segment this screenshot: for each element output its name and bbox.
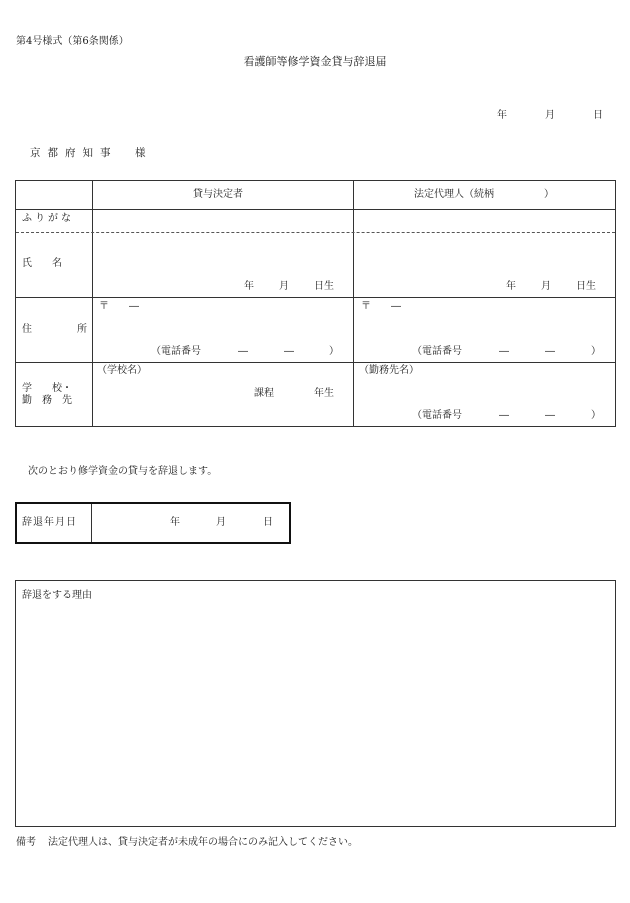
form-number: 第4号様式（第6条関係） [16,36,129,47]
remarks-label: 備考 [16,837,36,848]
guardian-phone-close: ） [591,346,601,357]
workplace-phone-dash-2: ― [545,410,555,421]
workplace-phone-close: ） [591,410,601,421]
table-divider-center [353,181,354,426]
withdrawal-date-divider [91,504,92,542]
borrower-phone-close: ） [329,346,339,357]
withdrawal-date-year: 年 [170,517,180,528]
row-label-school-2: 勤 務 先 [22,395,72,406]
borrower-postal-mark: 〒 ― [99,301,139,312]
header-month-label: 月 [545,110,555,121]
remarks-text: 法定代理人は、貸与決定者が未成年の場合にのみ記入してください。 [48,837,358,848]
table-divider-label-column [92,181,93,426]
withdrawal-date-month: 月 [216,517,226,528]
form-title: 看護師等修学資金貸与辞退届 [243,55,387,68]
borrower-phone-dash-1: ― [238,346,248,357]
borrower-birth-day: 日生 [314,281,334,292]
addressee: 京都府知事 様 [30,147,153,159]
withdrawal-statement: 次のとおり修学資金の貸与を辞退します。 [28,466,218,477]
column-header-borrower: 貸与決定者 [193,189,243,200]
borrower-phone-open: （電話番号 [151,346,201,357]
workplace-phone-open: （電話番号 [412,410,462,421]
withdrawal-date-box [15,502,291,544]
grade-label: 年生 [314,388,334,399]
remarks [16,838,358,848]
workplace-phone-dash-1: ― [499,410,509,421]
guardian-birth-year: 年 [506,281,516,292]
column-header-guardian: 法定代理人（続柄 ） [414,189,554,200]
guardian-birth-month: 月 [541,281,551,292]
applicant-table [15,180,616,427]
table-rule-name [16,297,615,298]
borrower-birth-year: 年 [244,281,254,292]
guardian-phone-dash-1: ― [499,346,509,357]
guardian-phone-dash-2: ― [545,346,555,357]
school-name-label: （学校名） [97,365,147,376]
borrower-birth-month: 月 [279,281,289,292]
row-label-name: 氏 名 [22,258,62,269]
row-label-school-1: 学 校・ [22,383,72,394]
table-rule-header [16,209,615,210]
table-rule-address [16,362,615,363]
row-label-furigana: ふりがな [22,213,74,224]
guardian-postal-mark: 〒 ― [361,301,401,312]
row-label-address-2: 所 [77,324,87,335]
table-rule-furigana-dashed [16,232,615,233]
withdrawal-reason-box [15,580,616,827]
withdrawal-reason-label: 辞退をする理由 [22,590,92,601]
withdrawal-date-day: 日 [263,517,273,528]
header-day-label: 日 [593,110,603,121]
withdrawal-date-label: 辞退年月日 [22,517,77,528]
row-label-address-1: 住 [22,324,32,335]
guardian-phone-open: （電話番号 [412,346,462,357]
workplace-name-label: （勤務先名） [359,365,419,376]
borrower-phone-dash-2: ― [284,346,294,357]
course-label: 課程 [254,388,274,399]
guardian-birth-day: 日生 [576,281,596,292]
header-year-label: 年 [497,110,507,121]
